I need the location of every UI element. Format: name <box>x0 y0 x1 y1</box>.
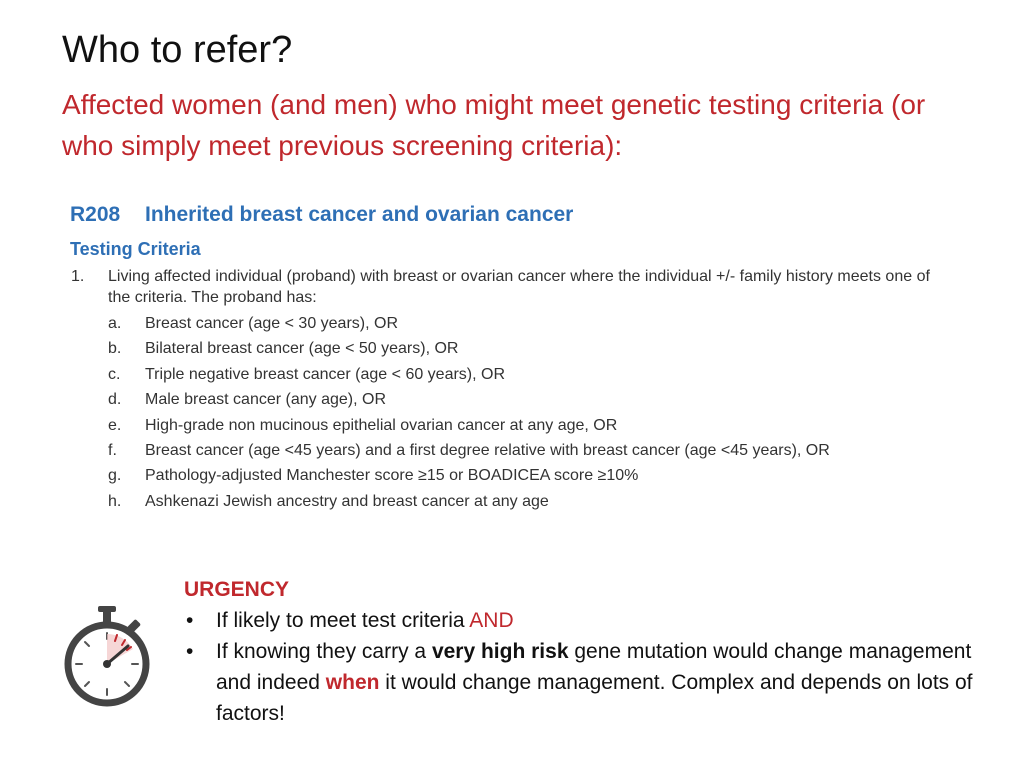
testing-criteria-panel <box>70 203 930 514</box>
criteria-item-letter: e. <box>108 416 122 434</box>
criteria-subheading: Testing Criteria <box>70 239 201 259</box>
criteria-item <box>70 311 930 336</box>
criteria-item-text: Ashkenazi Jewish ancestry and breast cancer at any age <box>145 492 549 510</box>
criteria-main-text: Living affected individual (proband) with breast or ovarian cancer where the individual +/- family history meets one of the criteria. The proband has: <box>108 268 930 306</box>
criteria-code: R208 <box>70 203 121 226</box>
criteria-item-letter: d. <box>108 391 122 409</box>
criteria-item <box>70 438 930 463</box>
urgency-item <box>184 605 984 636</box>
criteria-item-letter: g. <box>108 467 122 485</box>
urgency-highlight-and: AND <box>469 609 514 632</box>
urgency-emphasis: very high risk <box>431 640 569 663</box>
criteria-item-text: High-grade non mucinous epithelial ovarian cancer at any age, OR <box>145 416 618 434</box>
criteria-item-text: Bilateral breast cancer (age < 50 years), OR <box>145 340 459 358</box>
criteria-item-text: Pathology-adjusted Manchester score ≥15 or BOADICEA score ≥10% <box>145 467 639 485</box>
criteria-item-letter: c. <box>108 365 121 383</box>
urgency-item-text: gene mutation would change management and indeed <box>216 640 972 694</box>
criteria-list <box>70 311 930 514</box>
criteria-heading <box>70 203 930 227</box>
criteria-item <box>70 336 930 361</box>
criteria-main-item <box>70 266 930 308</box>
slide-subtitle: Affected women (and men) who might meet genetic testing criteria (or who simply meet previous screening criteria): <box>62 89 926 161</box>
urgency-list <box>184 605 984 729</box>
criteria-item <box>70 463 930 488</box>
urgency-item <box>184 636 984 729</box>
slide-title: Who to refer? <box>62 29 293 71</box>
urgency-item-text: it would change management. Complex and depends on lots of factors! <box>216 671 973 725</box>
stopwatch-icon <box>62 604 152 708</box>
criteria-item-text: Breast cancer (age <45 years) and a first degree relative with breast cancer (age <45 years), OR <box>145 441 830 459</box>
criteria-item-text: Triple negative breast cancer (age < 60 years), OR <box>145 365 506 383</box>
urgency-highlight-when: when <box>325 671 380 694</box>
bullet-icon: • <box>186 640 194 663</box>
criteria-item-letter: a. <box>108 315 122 332</box>
criteria-item-text: Breast cancer (age < 30 years), OR <box>145 315 398 332</box>
criteria-item <box>70 387 930 412</box>
criteria-item-letter: f. <box>108 441 117 459</box>
criteria-item-letter: b. <box>108 340 122 358</box>
criteria-item <box>70 362 930 387</box>
criteria-item <box>70 489 930 514</box>
criteria-heading-text: Inherited breast cancer and ovarian cancer <box>145 203 574 226</box>
urgency-item-text: If likely to meet test criteria <box>216 609 470 632</box>
criteria-item-letter: h. <box>108 492 122 510</box>
urgency-section <box>184 574 984 729</box>
criteria-main-number: 1. <box>71 268 85 285</box>
bullet-icon: • <box>186 609 194 632</box>
criteria-item <box>70 413 930 438</box>
criteria-item-text: Male breast cancer (any age), OR <box>145 391 386 409</box>
urgency-item-text: If knowing they carry a <box>216 640 432 663</box>
urgency-title: URGENCY <box>184 578 290 601</box>
